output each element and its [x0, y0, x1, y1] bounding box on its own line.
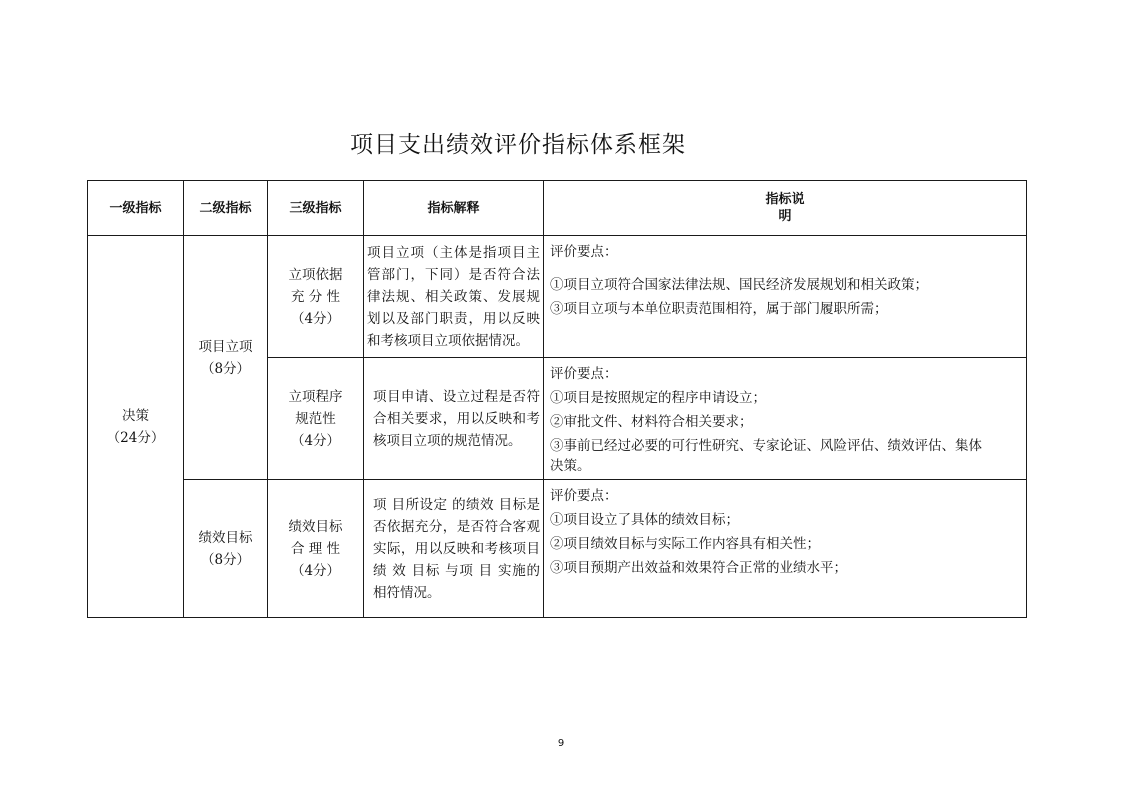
description-item: ②审批文件、材料符合相关要求；	[550, 414, 753, 430]
level3-name: 绩效目标	[288, 518, 343, 535]
header-level3: 三级指标	[268, 181, 364, 236]
header-description-line1: 指标说	[765, 192, 805, 207]
level3-name-cont: 合 理 性	[290, 540, 341, 557]
description-item: ③项目立项与本单位职责范围相符，属于部门履职所需；	[550, 301, 888, 317]
header-explanation: 指标解释	[364, 181, 544, 236]
description-item: ②项目绩效目标与实际工作内容具有相关性；	[550, 536, 820, 552]
explanation-cell: 项 目所设定 的绩效 目标是否依据充分，是否符合客观实际，用以反映和考核项目绩 效 目标 与项 目 实施的相符情况。	[364, 480, 544, 618]
level3-score: （4分）	[290, 562, 341, 579]
level2-score: （8分）	[200, 551, 251, 568]
level2-name: 项目立项	[198, 338, 253, 355]
level2-cell-performance-target	[184, 480, 268, 618]
level1-cell	[88, 236, 184, 618]
description-item: ③项目预期产出效益和效果符合正常的业绩水平；	[550, 560, 847, 576]
page-number: 9	[557, 738, 565, 749]
level1-score: （24分）	[106, 429, 165, 446]
page-title: 项目支出绩效评价指标体系框架	[350, 132, 686, 158]
table-header-row	[88, 181, 1027, 236]
level2-name: 绩效目标	[198, 529, 253, 546]
description-heading: 评价要点：	[550, 244, 618, 260]
description-item: ③事前已经过必要的可行性研究、专家论证、风险评估、绩效评估、集体	[550, 438, 982, 454]
table-row	[88, 236, 1027, 358]
level2-score: （8分）	[200, 360, 251, 377]
header-level2: 二级指标	[184, 181, 268, 236]
level3-cell	[268, 358, 364, 480]
level3-cell	[268, 480, 364, 618]
indicator-table	[87, 180, 1027, 618]
table-row	[88, 480, 1027, 618]
description-item: ①项目立项符合国家法律法规、国民经济发展规划和相关政策；	[550, 277, 928, 293]
description-item: 决策。	[550, 458, 591, 474]
level1-name: 决策	[122, 407, 149, 424]
description-item: ①项目是按照规定的程序申请设立；	[550, 390, 766, 406]
level3-score: （4分）	[290, 310, 341, 327]
level3-cell	[268, 236, 364, 358]
explanation-cell: 项目申请、设立过程是否符合相关要求，用以反映和考核项目立项的规范情况。	[364, 358, 544, 480]
level3-name: 立项程序	[288, 388, 343, 405]
header-level1: 一级指标	[88, 181, 184, 236]
level3-score: （4分）	[290, 432, 341, 449]
level2-cell-project-approval	[184, 236, 268, 480]
description-heading: 评价要点：	[550, 488, 618, 504]
header-description	[544, 181, 1027, 236]
description-cell	[544, 236, 1027, 358]
header-description-line2: 明	[778, 209, 792, 224]
description-item: ①项目设立了具体的绩效目标；	[550, 512, 739, 528]
description-cell	[544, 480, 1027, 618]
explanation-cell: 项目立项（主体是指项目主管部门，下同）是否符合法律法规、相关政策、发展规划以及部门职责，用以反映和考核项目立项依据情况。	[364, 236, 544, 358]
level3-name: 立项依据	[288, 266, 343, 283]
description-cell	[544, 358, 1027, 480]
level3-name-cont: 规范性	[295, 410, 336, 427]
level3-name-cont: 充 分 性	[290, 288, 341, 305]
description-heading: 评价要点：	[550, 366, 618, 382]
